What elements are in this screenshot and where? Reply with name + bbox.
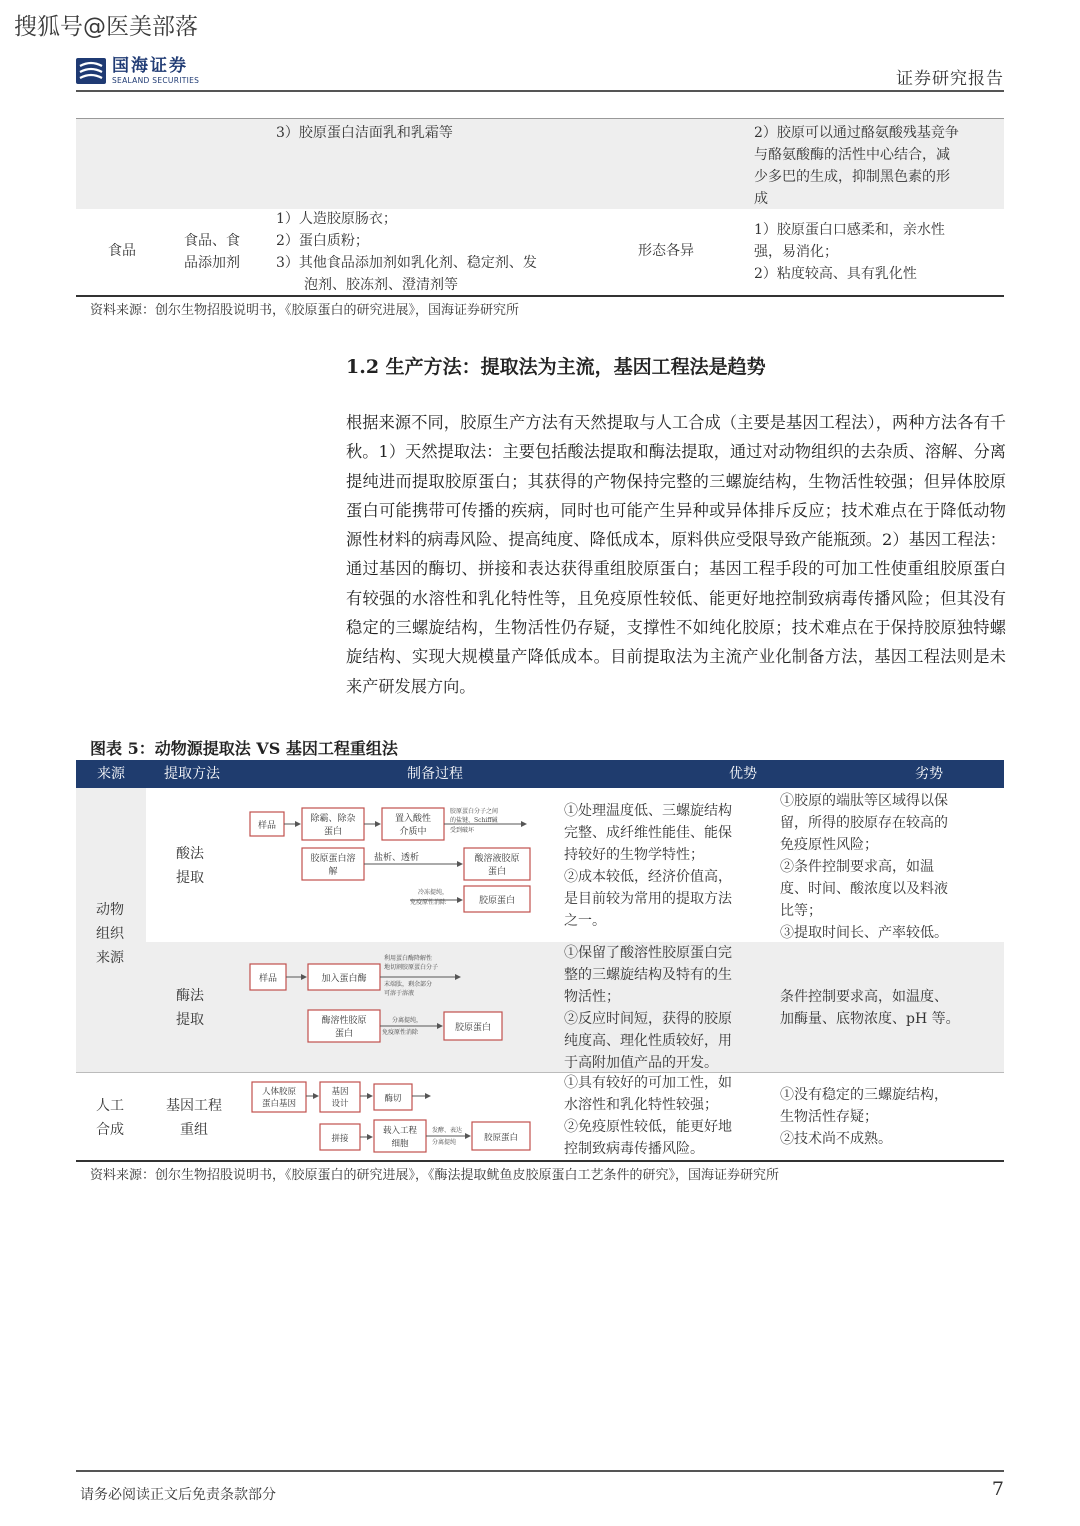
enzyme-flow-text: 利用蛋白酶降解性 (384, 955, 433, 962)
gene-flow-text: 细胞 (391, 1139, 409, 1149)
gene-pros: ①具有较好的可加工性，如 水溶性和乳化特性较强； ②免疫原性较低，能更好地 控制致病毒传播风险。 (564, 1075, 732, 1157)
watermark: 搜狐号@医美部落 (14, 14, 198, 40)
row2-col2: 食品、食 品添加剂 (184, 233, 240, 271)
animal-source-label: 动物 组织 来源 (96, 902, 124, 966)
footer-disclaimer: 请务必阅读正文后免责条款部分 (80, 1487, 276, 1503)
acid-flow-text: 蛋白 (323, 827, 343, 837)
acid-flow-text: 的盐键、Schiff碱 (450, 817, 498, 824)
enzyme-flow-text: 酶溶性胶原 (321, 1016, 367, 1026)
gene-flow-text: 蛋白基因 (261, 1099, 297, 1109)
row1-col3: 3）胶原蛋白洁面乳和乳霜等 (276, 125, 453, 141)
gene-flow-text: 人体胶原 (261, 1087, 297, 1097)
acid-flow-text: 蛋白 (487, 867, 507, 877)
acid-pros: ①处理温度低、三螺旋结构 完整、成纤维性能佳、能保 持较好的生物学特性； ②成本较低，经济价值高， 是目前较为常用的提取方法 之一。 (564, 803, 732, 929)
row1-col5: 2）胶原可以通过酪氨酸残基竞争 与酪氨酸酶的活性中心结合，减 少多巴的生成，抑制黑色素的形 成 (754, 125, 959, 207)
figure-source: 资料来源：创尔生物招股说明书，《胶原蛋白的研究进展》，《酶法提取鱿鱼皮胶原蛋白工艺条件的研究》，国海证券研究所 (90, 1168, 780, 1183)
acid-method: 酸法 提取 (176, 846, 204, 886)
row2-col5: 1）胶原蛋白口感柔和，亲水性 强，易消化； 2）粘度较高、具有乳化性 (754, 222, 945, 282)
acid-flow-text: 胶原蛋白分子之间 (450, 808, 499, 815)
gene-row-rule (76, 1072, 1004, 1073)
acid-flow-text: 酸溶液胶原 (474, 854, 520, 864)
logo-cn: 国海证券 (112, 56, 188, 76)
enzyme-flow-text: 末端肽，剩余部分 (384, 981, 433, 988)
enzyme-flow-text: 加入蛋白酶 (321, 974, 367, 984)
row2-col4: 形态各异 (638, 243, 694, 259)
section-title: 1.2 生产方法：提取法为主流，基因工程法是趋势 (346, 356, 766, 378)
gene-flow-diagram (240, 1076, 540, 1156)
figure-title: 图表 5：动物源提取法 VS 基因工程重组法 (90, 739, 398, 758)
enzyme-flow-text: 胶原蛋白 (454, 1023, 492, 1033)
footer-rule (76, 1470, 1004, 1472)
acid-flow-text: 解 (328, 867, 338, 877)
gene-flow-text: 胶原蛋白 (483, 1133, 519, 1143)
gene-cons: ①没有稳定的三螺旋结构， 生物活性存疑； ②技术尚不成熟。 (780, 1087, 948, 1147)
figure-table-bottom-rule (76, 1160, 1004, 1162)
gene-method: 基因工程 重组 (166, 1098, 222, 1138)
enzyme-flow-text: 蛋白 (334, 1029, 354, 1039)
enzyme-pros: ①保留了酸溶性胶原蛋白完 整的三螺旋结构及特有的生 物活性； ②反应时间短，获得的胶原 纯度高、理化性质较好，用 于高附加值产品的开发。 (564, 945, 732, 1071)
gene-flow-text: 分离提纯 (432, 1139, 457, 1146)
enzyme-cons: 条件控制要求高，如温度、 加酶量、底物浓度、pH 等。 (780, 989, 960, 1027)
enzyme-flow-text: 地切割胶原蛋白分子 (384, 964, 439, 971)
row2-col3: 1）人造胶原肠衣； 2）蛋白质粉； 3）其他食品添加剂如乳化剂、稳定剂、发 泡剂、胶冻剂、澄清剂等 (276, 211, 537, 293)
logo-en: SEALAND SECURITIES (112, 76, 200, 85)
gene-source: 人工 合成 (96, 1098, 124, 1138)
header-method: 提取方法 (164, 766, 220, 782)
header-process: 制备过程 (407, 766, 463, 782)
acid-flow-text: 免疫原性消除 (410, 899, 447, 906)
header-source: 来源 (97, 766, 125, 782)
enzyme-method: 酶法 提取 (176, 988, 204, 1028)
doc-type: 证券研究报告 (896, 69, 1004, 89)
acid-flow-text: 冷冻提纯， (418, 889, 449, 896)
acid-flow-text: 置入酸性 (394, 814, 432, 824)
acid-flow-text: 除霸、除杂 (310, 814, 356, 824)
acid-flow-text: 受到破坏 (450, 827, 475, 834)
header-pros: 优势 (729, 766, 757, 782)
enzyme-flow-text: 免疫原性消除 (382, 1029, 419, 1036)
row2-col1: 食品 (108, 243, 136, 259)
enzyme-flow-diagram (240, 952, 540, 1052)
top-table-source: 资料来源：创尔生物招股说明书，《胶原蛋白的研究进展》，国海证券研究所 (90, 303, 520, 318)
brand-logo (76, 56, 199, 85)
section-paragraph: 根据来源不同，胶原生产方法有天然提取与人工合成（主要是基因工程法），两种方法各有千秋。1）天然提取法：主要包括酸法提取和酶法提取，通过对动物组织的去杂质、溶解、分离提纯进而提取胶原蛋白；其获得的产物保持完整的三螺旋结构，生物活性较强；但异体胶原蛋白可能携带可传播的疾病，同时也可能产生异种或异体排斥反应；技术难点在于降低动物源性材料的病毒风险、提高纯度、降低成本，原料供应受限导致产能瓶颈。2）基因工程法：通过基因的酶切、拼接和表达获得重组胶原蛋白；基因工程手段的可加工性使重组胶原蛋白有较强的水溶性和乳化特性等，且免疫原性较低、能更好地控制致病毒传播风险；但其没有稳定的三螺旋结构，生物活性仍存疑，支撑性不如纯化胶原；技术难点在于保持胶原独特螺旋结构、实现大规模量产降低成本。目前提取法为主流产业化制备方法，基因工程法则是未来产研发展方向。 (346, 413, 1006, 696)
top-table-bottom-rule (76, 295, 1004, 297)
figure-table-header (76, 760, 1004, 788)
sealand-logo-icon (76, 58, 106, 84)
acid-flow-diagram (240, 796, 550, 920)
acid-cons: ①胶原的端肽等区域得以保 留，所得的胶原存在较高的 免疫原性风险； ②条件控制要求高，如温 度、时间、酸浓度以及料液 比等； ③提取时间长、产率较低。 (780, 793, 948, 941)
header-cons: 劣势 (915, 766, 943, 782)
gene-flow-text: 酶切 (384, 1094, 402, 1104)
enzyme-flow-text: 分离提纯， (392, 1017, 423, 1024)
gene-flow-text: 基因 (331, 1087, 349, 1097)
enzyme-flow-text: 可溶于溶液 (384, 990, 415, 997)
acid-flow-text: 样品 (257, 821, 277, 831)
gene-flow-text: 拼接 (331, 1134, 349, 1144)
acid-flow-text: 介质中 (399, 827, 427, 837)
header-rule (76, 90, 1004, 92)
acid-flow-text: 胶原蛋白溶 (310, 854, 356, 864)
page-number: 7 (991, 1478, 1004, 1500)
acid-flow-text: 胶原蛋白 (478, 896, 516, 906)
gene-flow-text: 设计 (331, 1099, 349, 1109)
acid-flow-text: 盐析、透析 (374, 853, 420, 863)
enzyme-flow-text: 样品 (258, 974, 278, 984)
gene-flow-text: 载入工程 (382, 1126, 418, 1136)
gene-flow-text: 发酵、表达 (432, 1127, 463, 1134)
